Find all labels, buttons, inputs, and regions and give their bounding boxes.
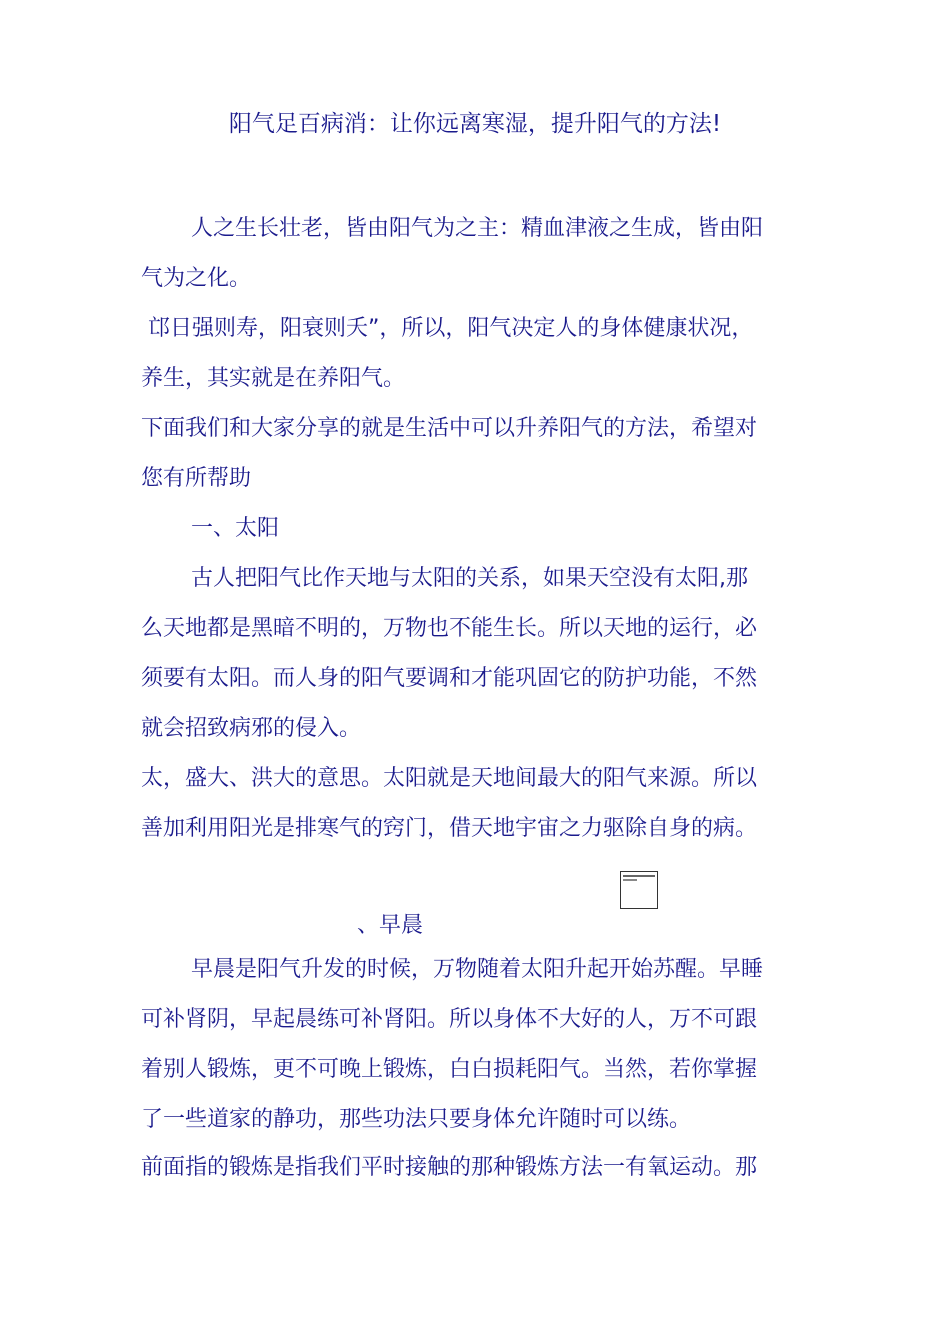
section-heading-sun: 一、太阳: [191, 516, 280, 541]
paragraph-line: 可补肾阴，早起晨练可补肾阳。所以身体不大好的人，万不可跟: [141, 1007, 758, 1032]
paragraph-line: 须要有太阳。而人身的阳气要调和才能巩固它的防护功能，不然: [141, 666, 758, 691]
paragraph-line: 养生，其实就是在养阳气。: [141, 366, 406, 391]
paragraph-line: 善加利用阳光是排寒气的窍门，借天地宇宙之力驱除自身的病。: [141, 816, 758, 841]
embedded-image-placeholder: [620, 871, 658, 909]
paragraph-line: 人之生长壮老，皆由阳气为之主：精血津液之生成，皆由阳: [191, 216, 764, 241]
paragraph-line: 邙日强则寿，阳衰则夭”，所以，阳气决定人的身体健康状况，: [141, 316, 754, 341]
paragraph-line: 下面我们和大家分享的就是生活中可以升养阳气的方法，希望对: [141, 416, 758, 441]
document-title: 阳气足百病消：让你远离寒湿，提升阳气的方法!: [228, 111, 722, 137]
paragraph-line: 古人把阳气比作天地与太阳的关系，如果天空没有太阳,那: [191, 566, 748, 591]
paragraph-line: 了一些道家的静功，那些功法只要身体允许随时可以练。: [141, 1107, 692, 1132]
paragraph-line: 着别人锻炼，更不可晚上锻炼，白白损耗阳气。当然，若你掌握: [141, 1057, 758, 1082]
section-heading-morning: 、早晨: [357, 913, 424, 938]
paragraph-line: 早晨是阳气升发的时候，万物随着太阳升起开始苏醒。早睡: [191, 957, 764, 982]
paragraph-line: 您有所帮助: [141, 466, 252, 491]
paragraph-line: 前面指的锻炼是指我们平时接触的那种锻炼方法一有氧运动。那: [141, 1155, 758, 1180]
image-caption-mark: [623, 879, 637, 881]
paragraph-line: 就会招致病邪的侵入。: [141, 716, 362, 741]
image-caption-mark: [623, 875, 655, 877]
paragraph-line: 气为之化。: [141, 266, 252, 291]
paragraph-line: 么天地都是黑暗不明的，万物也不能生长。所以天地的运行，必: [141, 616, 758, 641]
paragraph-line: 太，盛大、洪大的意思。太阳就是天地间最大的阳气来源。所以: [141, 766, 758, 791]
